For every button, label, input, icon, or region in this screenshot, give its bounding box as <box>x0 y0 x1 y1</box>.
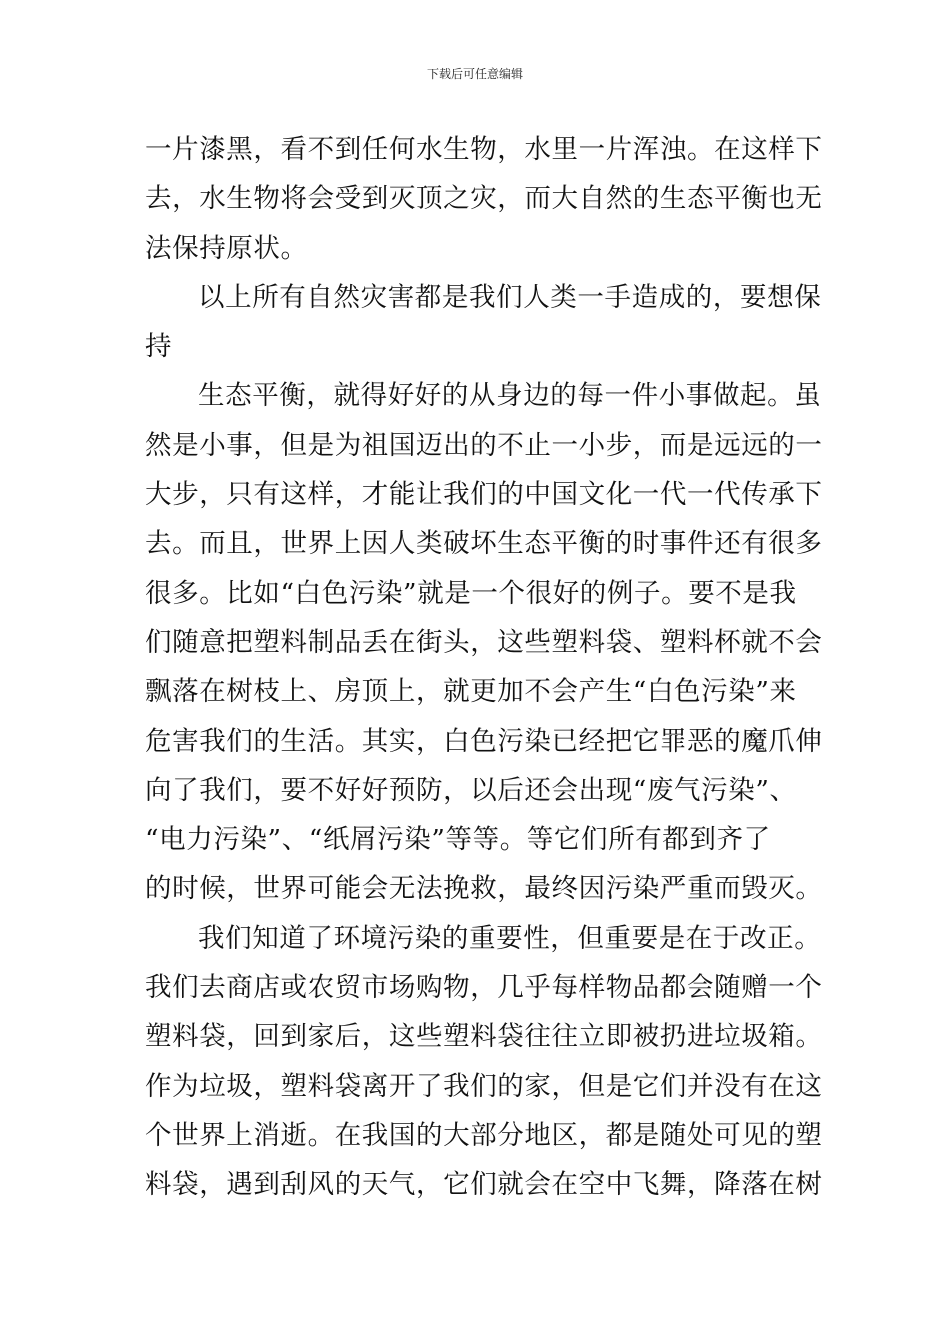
text-line: 然是小事，但是为祖国迈出的不止一小步，而是远远的一 <box>145 429 823 461</box>
text-line: 法保持原状。 <box>145 232 308 264</box>
text-line: 以上所有自然灾害都是我们人类一手造成的，要想保 <box>198 281 822 313</box>
text-line: 大步，只有这样，才能让我们的中国文化一代一代传承下 <box>145 479 823 511</box>
body-text <box>145 125 823 1210</box>
text-line: 危害我们的生活。其实，白色污染已经把它罪恶的魔爪伸 <box>145 725 823 757</box>
text-line: 很多。比如“白色污染”就是一个很好的例子。要不是我 <box>145 577 797 609</box>
text-line: 向了我们，要不好好预防，以后还会出现“废气污染”、 <box>145 774 797 806</box>
page-header: 下载后可任意编辑 <box>426 67 523 81</box>
text-line: 去，水生物将会受到灭顶之灾，而大自然的生态平衡也无 <box>145 183 823 215</box>
text-line: 我们知道了环境污染的重要性，但重要是在于改正。 <box>198 922 822 954</box>
text-line: 一片漆黑，看不到任何水生物，水里一片浑浊。在这样下 <box>145 134 823 165</box>
text-line: 料袋，遇到刮风的天气，它们就会在空中飞舞，降落在树 <box>145 1169 823 1201</box>
text-line: 持 <box>145 331 173 363</box>
text-line: 的时候，世界可能会无法挽救，最终因污染严重而毁灭。 <box>145 873 823 905</box>
text-line: 作为垃圾，塑料袋离开了我们的家，但是它们并没有在这 <box>145 1070 823 1102</box>
text-line: 们随意把塑料制品丢在街头，这些塑料袋、塑料杯就不会 <box>145 626 823 658</box>
text-line: 我们去商店或农贸市场购物，几乎每样物品都会随赠一个 <box>145 972 823 1004</box>
text-line: 生态平衡，就得好好的从身边的每一件小事做起。虽 <box>198 380 822 412</box>
text-line: 去。而且，世界上因人类破坏生态平衡的时事件还有很多 <box>145 528 823 560</box>
text-line: “电力污染”、“纸屑污染”等等。等它们所有都到齐了 <box>145 824 771 856</box>
text-line: 飘落在树枝上、房顶上，就更加不会产生“白色污染”来 <box>145 676 797 708</box>
text-line: 塑料袋，回到家后，这些塑料袋往往立即被扔进垃圾箱。 <box>145 1021 823 1053</box>
text-line: 个世界上消逝。在我国的大部分地区，都是随处可见的塑 <box>145 1119 823 1151</box>
